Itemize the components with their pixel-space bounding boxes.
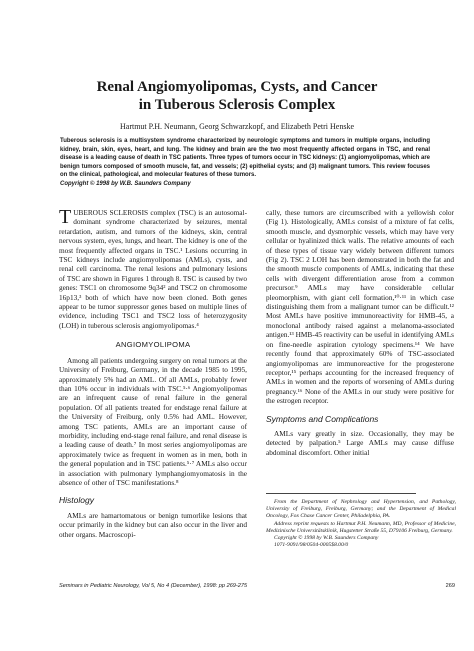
- abstract: [60, 137, 430, 188]
- subheading-symptoms: Symptoms and Complications: [266, 413, 379, 424]
- article-title: [40, 78, 434, 114]
- subheading-histology: Histology: [59, 495, 94, 506]
- aml-paragraph: Among all patients undergoing surgery on renal tumors at the University of Freiburg, Germany, in the decade 1985 to 1995, approximately 5% had an AML. Of all AMLs, probably fewer than 10% occur in individuals with TSC.⁵·⁶ Angiomyolipomas are an infrequent cause of renal failure in the general population. Of all patients treated for endstage renal failure at the University of Freiburg, only 0.5% had AML. However, among TSC patients, AMLs are an important cause of morbidity, including end-stage renal failure, and renal disease is a leading cause of death.⁷ In most series angiomyolipomas are approximately twice as frequent in women as in men, both in the general population and in TSC patients.⁵·⁷ AMLs also occur in association with pulmonary lymphangiomyomatosis in the absence of other of TSC manifestations.⁸: [59, 355, 247, 487]
- page-number: 269: [445, 583, 455, 589]
- left-column: [59, 208, 247, 539]
- footnote-code: 1071-9091/98/0504-0005$8.00/0: [274, 542, 349, 549]
- title-line-2: in Tuberous Sclerosis Complex: [138, 97, 336, 113]
- footnote-copyright: Copyright © 1998 by W.B. Saunders Company: [274, 535, 379, 542]
- page-footer: [59, 583, 455, 589]
- footnote-block: [266, 499, 456, 549]
- abstract-text: Tuberous sclerosis is a multisystem syndrome characterized by neurologic symptoms and tumors in multiple organs, including kidney, brain, skin, eyes, heart, and lung. The kidney and brain are the two most frequently affected organs in TSC, and renal disease is a leading cause of death in TSC patients. Three types of tumors occur in TSC kidneys: (1) angiomyolipomas, which are benign tumors composed of smooth muscle, fat, and vessels; (2) epithelial cysts; and (3) malignant tumors. This review focuses on the clinical, pathological, and molecular features of these tumors.: [60, 138, 430, 178]
- histology-continued-paragraph: cally, these tumors are circumscribed with a yellowish color (Fig 1). Histologically, AMLs consist of a mixture of fat cells, smooth muscle, and dysmorphic vessels, which may have very cellular or hyalinized thick walls. The relative amounts of each of these types of tissue vary widely between different tumors (Fig 2). TSC 2 LOH has been demonstrated in both the fat and the smooth muscle components of AMLs, indicating that these cells with divergent differentiation arose from a common precursor.⁹ AMLs may have considerable cellular pleomorphism, with giant cell formation,¹⁰·¹¹ in which case distinguishing them from a malignant tumor can be difficult.¹² Most AMLs have positive immunoreactivity for HMB-45, a monoclonal antibody raised against a melanoma-associated antigen.¹³ HMB-45 reactivity can be useful in identifying AMLs on fine-needle aspiration cytology specimens.¹⁴ We have recently found that approximately 60% of TSC-associated angiomyolipomas are immunoreactive for the progesterone receptor,¹⁵ perhaps accounting for the increased frequency of AMLs in women and the reports of worsening of AMLs during pregnancy.¹⁶ None of the AMLs in our study were positive for the estrogen receptor.: [266, 208, 454, 406]
- abstract-copyright: Copyright © 1998 by W.B. Saunders Company: [60, 180, 191, 187]
- histology-paragraph: AMLs are hamartomatous or benign tumorlike lesions that occur primarily in the kidney but can also occur in the liver and other organs. Macroscopi-: [59, 510, 247, 539]
- symptoms-paragraph: AMLs vary greatly in size. Occasionally, they may be detected by palpation.⁵ Large AMLs may cause diffuse abdominal discomfort. Other initial: [266, 428, 454, 457]
- footnote-reprints: Address reprint requests to Hartmut P.H. Neumann, MD, Professor of Medicine, Medizinische Universitätsklinik, Hugstetter Straße 55, D79106 Freiburg, Germany.: [266, 520, 456, 534]
- title-line-1: Renal Angiomyolipomas, Cysts, and Cancer: [96, 79, 378, 95]
- author-list: Hartmut P.H. Neumann, Georg Schwarzkopf, and Elizabeth Petri Henske: [119, 122, 354, 131]
- section-heading-angiomyolipoma: ANGIOMYOLIPOMA: [115, 340, 191, 350]
- journal-citation: Seminars in Pediatric Neurology, Vol 5, No 4 (December), 1998: pp 269-275: [59, 583, 248, 589]
- footnote-divider: [266, 493, 416, 494]
- footnote-affiliation: From the Department of Nephrology and Hypertension, and Pathology, University of Freiburg, Freiburg, Germany; and the Department of Medical Oncology, Fox Chase Cancer Center, Philadelphia, PA.: [266, 499, 456, 520]
- intro-paragraph: [59, 208, 247, 330]
- drop-cap: T: [59, 206, 72, 228]
- intro-text: UBEROUS SCLEROSIS complex (TSC) is an autosomal-dominant syndrome characterized by seizures, mental retardation, autism, and tumors of the kidneys, skin, central nervous system, eyes, lungs, and heart. The kidney is one of the most frequently affected organs in TSC.¹ Lesions occurring in TSC kidneys include angiomyolipomas (AMLs), cysts, and renal cell carcinoma. The renal lesions and pulmonary lesions of TSC are shown in Figures 1 through 8. TSC is caused by two genes: TSC1 on chromosome 9q34² and TSC2 on chromosome 16p13,³ both of which have now been cloned. Both genes appear to be tumor suppressor genes based on multiple lines of evidence, including TSC1 and TSC2 loss of heterozygosity (LOH) in tuberous sclerosis angiomyolipomas.⁴: [59, 208, 247, 330]
- right-column: [266, 208, 454, 457]
